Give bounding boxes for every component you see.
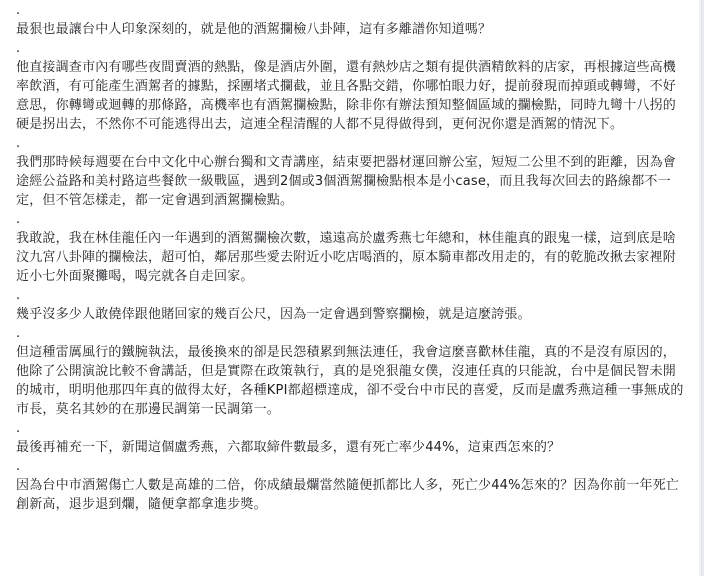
post-paragraph: 我敢說，我在林佳龍任內一年遇到的酒駕攔檢次數，遠遠高於盧秀燕七年總和，林佳龍真的跟鬼一樣，這到底是啥汶九宮八卦陣的攔檢法，超可怕，鄰居那些愛去附近小吃店喝酒的，原本騎車都改用走的，有的乾脆改揪去家裡附近小七外面聚攤喝，喝完就各自走回家。 <box>16 231 677 284</box>
post-paragraph: 但這種雷厲風行的鐵腕執法，最後換來的卻是民怨積累到無法連任，我會這麼喜歡林佳龍，真的不是沒有原因的，他除了公開演說比較不會講話，但是實際在政策執行，真的是兇狠龍女僕，沒連任真的只能說，台中是個民智未開的城市，明明他那四年真的做得太好，各種KPI都超標達成，卻不受台中市民的喜愛，反而是盧秀燕這種一事無成的市長，莫名其妙的在那邊民調第一民調第一。 <box>16 345 684 417</box>
paragraph-separator: . <box>16 326 21 341</box>
post-paragraph: 我們那時候每週要在台中文化中心辦台獨和文青講座，結束要把器材運回辦公室，短短二公里不到的距離，因為會途經公益路和美村路這些餐飲一級戰區，遇到2個或3個酒駕攔檢點根本是小case，而且我每次回去的路線都不一定，但不管怎樣走，都一定會遇到酒駕攔檢點。 <box>16 155 677 208</box>
post-paragraph: 最狠也最讓台中人印象深刻的，就是他的酒駕攔檢八卦陣，這有多離譜你知道嗎？ <box>16 22 492 37</box>
scrollbar-track[interactable] <box>699 0 701 576</box>
paragraph-separator: . <box>16 41 21 56</box>
paragraph-separator: . <box>16 212 21 227</box>
post-paragraph: 因為台中市酒駕傷亡人數是高雄的二倍，你成績最爛當然隨便抓都比人多，死亡少44%怎來的？因為你前一年死亡創新高，退步退到爛，隨便拿都拿進步獎。 <box>16 478 680 512</box>
post-paragraph: 他直接調查市內有哪些夜間賣酒的熱點，像是酒店外圍，還有熱炒店之類有提供酒精飲料的店家，再根據這些高機率飲酒，有可能產生酒駕者的據點，採團堵式攔截，並且各點交錯，你哪怕眼力好，提前發現而掉頭或轉彎，不好意思，你轉彎或迴轉的那條路，高機率也有酒駕攔檢點，除非你有辦法預知整個區域的攔檢點，同時九彎十八拐的硬是拐出去，不然你不可能逃得出去，這連全程清醒的人都不見得做得到，更何況你還是酒駕的情況下。 <box>16 60 677 132</box>
post-paragraph: 幾乎沒多少人敢僥倖跟他賭回家的幾百公尺，因為一定會遇到警察攔檢，就是這麼誇張。 <box>16 307 531 322</box>
paragraph-separator: . <box>16 459 21 474</box>
post-paragraph: 最後再補充一下，新聞這個盧秀燕，六都取締件數最多，還有死亡率少44%，這東西怎來的？ <box>16 440 561 455</box>
paragraph-separator: . <box>16 3 21 18</box>
paragraph-separator: . <box>16 288 21 303</box>
paragraph-separator: . <box>16 421 21 436</box>
paragraph-separator: . <box>16 136 21 151</box>
